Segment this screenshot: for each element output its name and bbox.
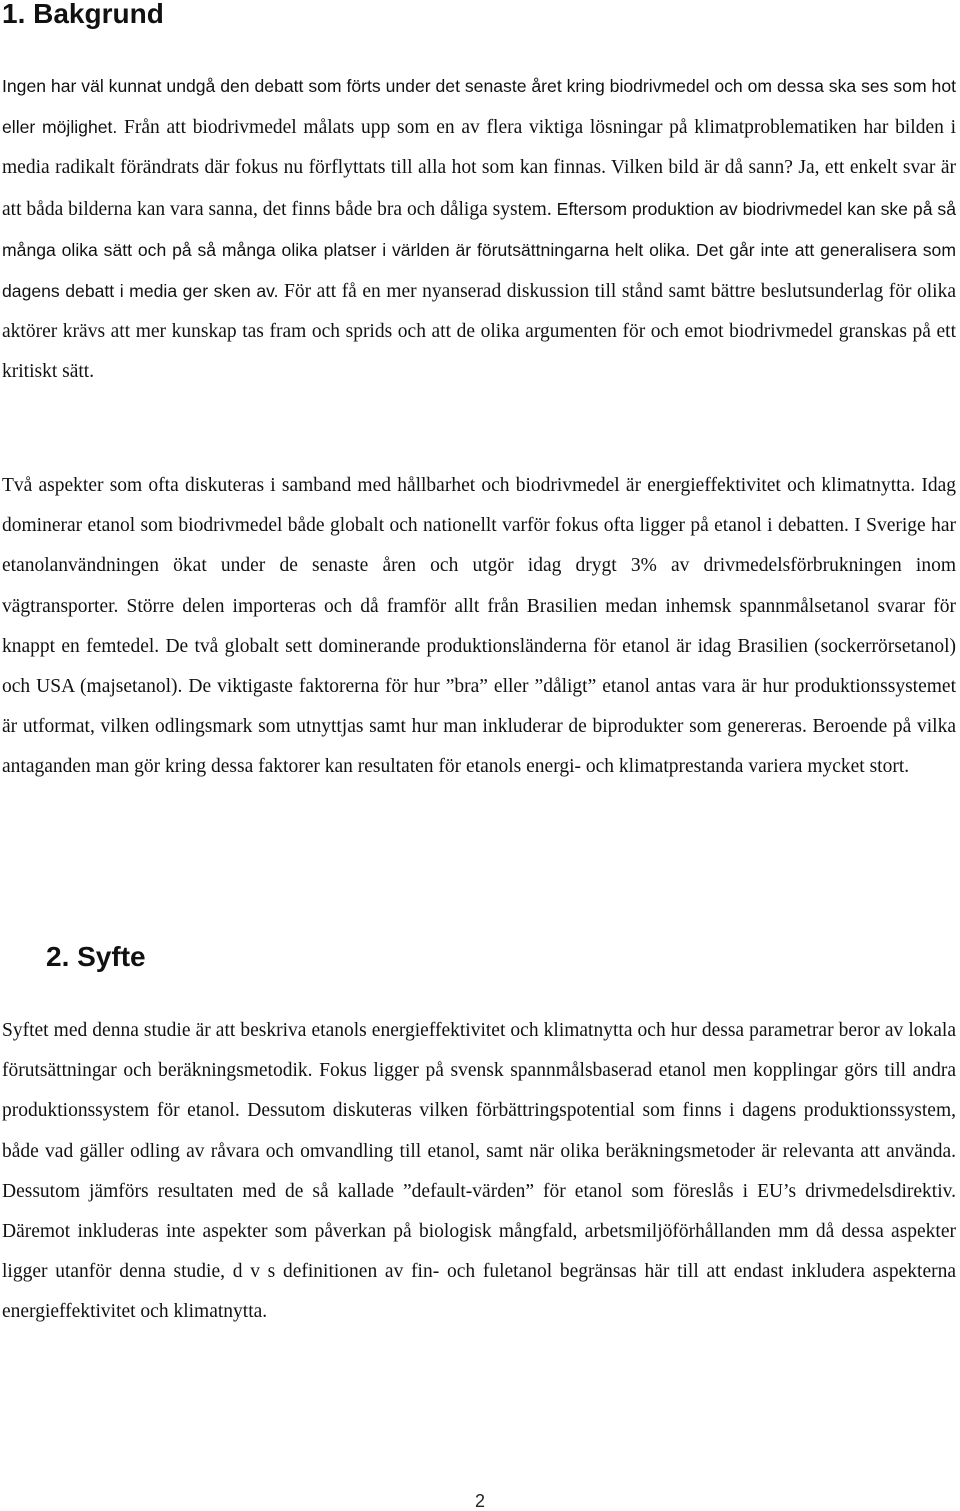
page-number: 2 — [474, 1491, 485, 1511]
section-heading-bakgrund: 1. Bakgrund — [2, 0, 164, 29]
paragraph-bakgrund-2: Två aspekter som ofta diskuteras i samband med hållbarhet och biodrivmedel är energieffektivitet och klimatnytta. Idag dominerar etanol som biodrivmedel både globalt och nationellt varför fokus ofta ligger på etanol i debatten. I Sverige har etanolanvändningen ökat under de senaste åren och utgör idag drygt 3% av drivmedelsförbrukningen inom vägtransporter. Större delen importeras och då framför allt från Brasilien medan inhemsk spannmålsetanol svarar för knappt en femtedel. De två globalt sett dominerande produktionsländerna för etanol är idag Brasilien (sockerrörsetanol) och USA (majsetanol). De viktigaste faktorerna för hur ”bra” eller ”dåligt” etanol antas vara är hur produktionssystemet är utformat, vilken odlingsmark som utnyttjas samt hur man inkluderar de biprodukter som genereras. Beroende på vilka antaganden man gör kring dessa faktorer kan resultaten för etanols energi- och klimatprestanda variera mycket stort. — [2, 475, 956, 778]
paragraph-segment: Eftersom produktion av biodrivmedel kan ske på så många olika sätt och på så många olika platser i världen är förutsättningarna helt olika. Det går inte att generalisera som dagens debatt i media ger sken av. — [2, 198, 956, 302]
paragraph-segment: Ingen har väl kunnat undgå den debatt som förts under det senaste året kring biodrivmedel och om dessa ska ses som hot eller möjlighet. — [2, 76, 956, 138]
paragraph-segment: Från att biodrivmedel målats upp som en av flera viktiga lösningar på klimatproblematiken har bilden i media radikalt förändrats där fokus nu förflyttats till alla hot som kan finnas. Vilken bild är då sann? Ja, ett enkelt svar är att båda bilderna kan vara sanna, det finns både bra och dåliga system. — [2, 117, 956, 220]
paragraph-bakgrund-1 — [2, 66, 956, 393]
paragraph-syfte-1: Syftet med denna studie är att beskriva etanols energieffektivitet och klimatnytta och hur dessa parametrar beror av lokala förutsättningar och beräkningsmetodik. Fokus ligger på svensk spannmålsbaserad etanol men kopplingar görs till andra produktionssystem för etanol. Dessutom diskuteras vilken förbättringspotential som finns i dagens produktionssystem, både vad gäller odling av råvara och omvandling till etanol, samt när olika beräkningsmetoder är relevanta att använda. Dessutom jämförs resultaten med de så kallade ”default-värden” för etanol som föreslås i EU’s drivmedelsdirektiv. Däremot inkluderas inte aspekter som påverkan på biologisk mångfald, arbetsmiljöförhållanden mm då dessa aspekter ligger utanför denna studie, d v s definitionen av fin- och fuletanol begränsas här till att endast inkludera aspekterna energieffektivitet och klimatnytta. — [2, 1020, 956, 1323]
section-heading-syfte: 2. Syfte — [46, 941, 146, 972]
paragraph-segment: För att få en mer nyanserad diskussion till stånd samt bättre beslutsunderlag för olika aktörer krävs att mer kunskap tas fram och sprids och att de olika argumenten för och emot biodrivmedel granskas på ett kritiskt sätt. — [2, 281, 956, 383]
